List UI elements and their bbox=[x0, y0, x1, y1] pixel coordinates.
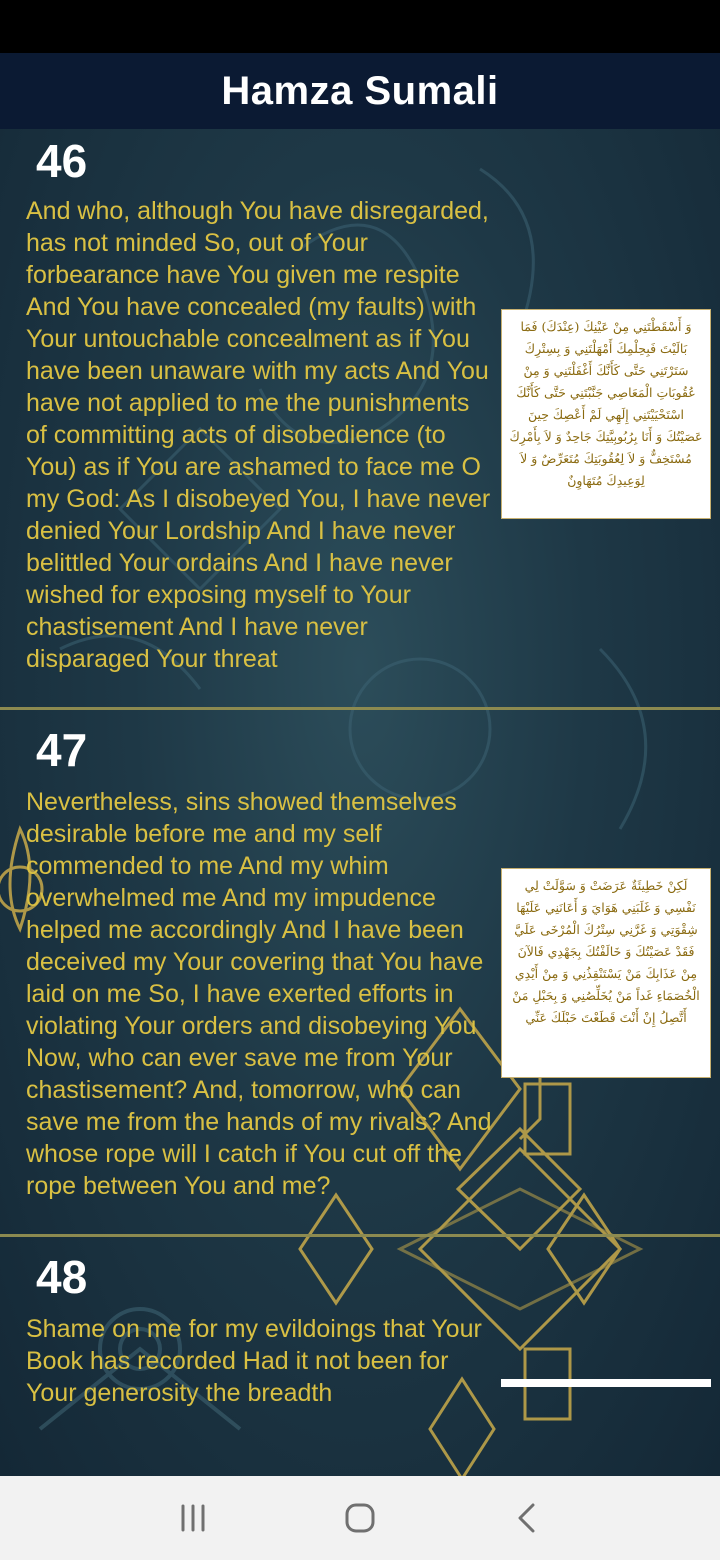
home-button[interactable] bbox=[330, 1488, 390, 1548]
status-bar bbox=[0, 0, 720, 53]
arabic-text-image bbox=[501, 1379, 711, 1387]
app-title: Hamza Sumali bbox=[221, 68, 499, 113]
recents-icon bbox=[178, 1503, 208, 1533]
entry-text: Shame on me for my evildoings that Your Book has recorded Had it not been for Your generosity the breadth bbox=[26, 1315, 482, 1407]
entry-text: And who, although You have disregarded, has not minded So, out of Your forbearance have You given me respite And You have concealed (my faults) with Your untouchable concealment as if You have been unaware with my acts And You have not applied to me the punishments of committing acts of disobedience (to You) as if You are ashamed to face me O my God: As I disobeyed You, I have never denied Your Lordship And I have never belittled Your ordains And I have never wished for exposing myself to Your chastisement And I have never disparaged Your threat bbox=[26, 197, 491, 673]
home-icon bbox=[343, 1501, 377, 1535]
arabic-text-image: وَ أَسْقَطْتَنِي مِنْ عَيْنِكَ (عِنْدَكَ) فَمَا بَالَيْتَ فَبِحِلْمِكَ أَمْهَلْتَنِي وَ بِسِتْرِكَ سَتَرْتَنِي حَتَّى كَأَنَّكَ أَغْفَلْتَنِي وَ مِنْ عُقُوبَاتِ الْمَعَاصِي جَنَّبْتَنِي حَتَّى كَأَنَّكَ اسْتَحْيَيْتَنِي إِلَهِي لَمْ أَعْصِكَ حِينَ عَصَيْتُكَ وَ أَنَا بِرُبُوبِيَّتِكَ جَاحِدٌ وَ لاَ بِأَمْرِكَ مُسْتَخِفٌّ وَ لاَ لِعُقُوبَتِكَ مُتَعَرِّضٌ وَ لاَ لِوَعِيدِكَ مُتَهَاوِنٌ bbox=[501, 309, 711, 519]
entry-number: 46 bbox=[36, 135, 88, 187]
app-bar bbox=[0, 53, 720, 129]
back-button[interactable] bbox=[497, 1488, 557, 1548]
list-item[interactable] bbox=[0, 1237, 720, 1476]
entry-number: 48 bbox=[36, 1251, 88, 1303]
entry-number: 47 bbox=[36, 724, 88, 776]
navigation-bar bbox=[0, 1476, 720, 1560]
list-item[interactable] bbox=[0, 710, 720, 1236]
recents-button[interactable] bbox=[163, 1488, 223, 1548]
back-icon bbox=[515, 1501, 539, 1535]
list-item[interactable] bbox=[0, 129, 720, 709]
arabic-text-image: لَكِنْ خَطِيئَةٌ عَرَضَتْ وَ سَوَّلَتْ لِي نَفْسِي وَ غَلَبَنِي هَوَايَ وَ أَعَانَنِي عَلَيْهَا شِقْوَتِي وَ غَرَّنِي سِتْرُكَ الْمُرْخَى عَلَيَّ فَقَدْ عَصَيْتُكَ وَ خَالَفْتُكَ بِجَهْدِي فَالآنَ مِنْ عَذَابِكَ مَنْ يَسْتَنْقِذُنِي وَ مِنْ أَيْدِي الْخُصَمَاءِ غَداً مَنْ يُخَلِّصُنِي وَ بِحَبْلِ مَنْ أَتَّصِلُ إِنْ أَنْتَ قَطَعْتَ حَبْلَكَ عَنِّي bbox=[501, 868, 711, 1078]
entry-text: Nevertheless, sins showed themselves desirable before me and my self commended to me And my whim overwhelmed me And my impudence helped me accordingly And I have been deceived my Your covering that You have laid on me So, I have exerted efforts in violating Your orders and disobeying You Now, who can ever save me from Your chastisement? And, tomorrow, who can save me from the hands of my rivals? And whose rope will I catch if You cut off the rope between You and me? bbox=[26, 788, 492, 1200]
content-list[interactable] bbox=[0, 129, 720, 1476]
